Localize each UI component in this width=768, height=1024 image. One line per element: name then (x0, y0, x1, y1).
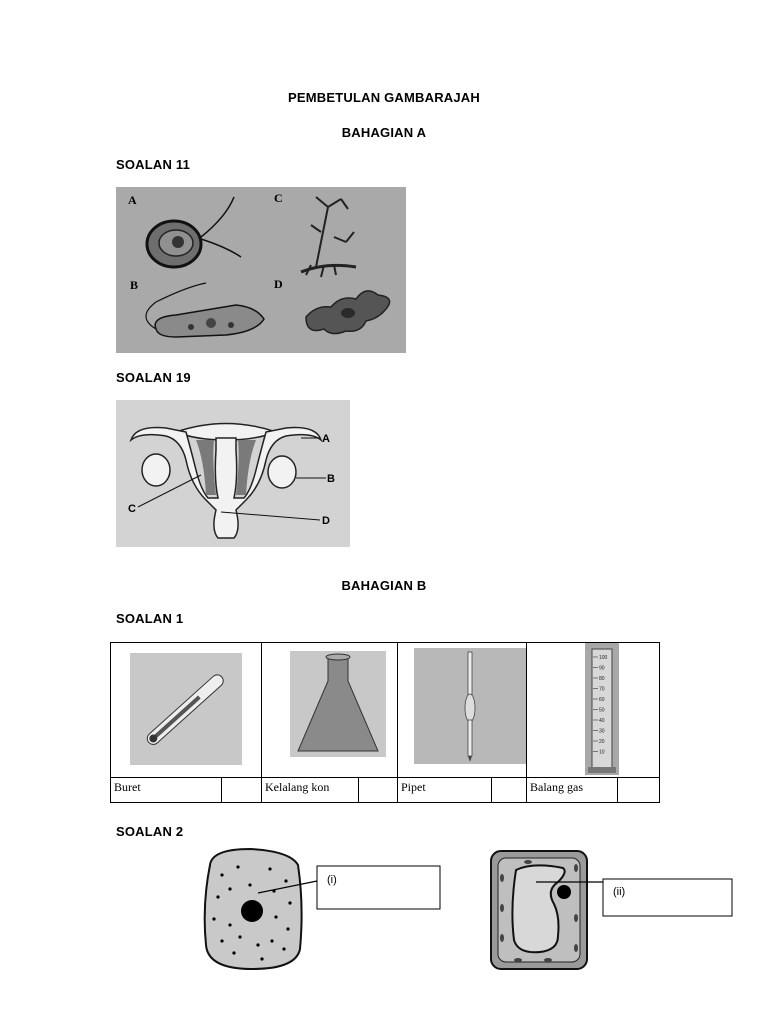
cylinder-tick-label: 40 (599, 718, 605, 724)
cylinder-tick-label: 20 (599, 739, 605, 745)
answer-box[interactable] (222, 778, 262, 803)
soalan-19-heading: SOALAN 19 (116, 370, 191, 385)
fig11-label-a: A (128, 193, 137, 207)
answer-box[interactable] (492, 778, 527, 803)
apparatus-name-buret: Buret (114, 780, 141, 794)
soalan-19-figure (116, 400, 350, 547)
apparatus-name-cell (527, 778, 618, 803)
fig11-label-c: C (274, 191, 283, 205)
soalan-11-figure (116, 187, 406, 353)
apparatus-table (110, 642, 660, 803)
answer-box[interactable] (618, 778, 660, 803)
fig19-label-d: D (322, 515, 330, 527)
apparatus-image-cell (398, 643, 527, 778)
cylinder-tick-label: 60 (599, 697, 605, 703)
section-a-heading: BAHAGIAN A (341, 125, 427, 140)
fig11-label-b: B (130, 278, 139, 292)
pipette-image (414, 648, 526, 764)
cylinder-tick-label: 90 (599, 665, 605, 672)
cylinder-tick-label: 30 (599, 728, 605, 735)
cylinder-tick-label: 70 (599, 686, 605, 693)
cylinder-tick-label: 50 (599, 707, 605, 714)
apparatus-name-kelalang-kon: Kelalang kon (265, 780, 330, 794)
conical-flask-image (290, 651, 386, 757)
apparatus-image-cell (111, 643, 262, 778)
apparatus-name-balang-gas: Balang gas (530, 780, 583, 794)
thermometer-image (130, 653, 242, 765)
section-b-heading: BAHAGIAN B (341, 578, 427, 593)
apparatus-name-cell (398, 778, 492, 803)
answer-box[interactable] (359, 778, 398, 803)
fig19-label-b: B (327, 473, 335, 485)
animal-cell-diagram (200, 845, 445, 973)
cylinder-tick-label: 80 (599, 676, 605, 682)
fig19-label-c: C (128, 503, 136, 515)
measuring-cylinder-image (585, 643, 619, 775)
plant-cell-diagram (488, 848, 736, 972)
fig11-label-d: D (274, 277, 283, 291)
label-i: (i) (327, 874, 337, 886)
cylinder-tick-label: 100 (599, 655, 608, 661)
apparatus-image-cell (262, 643, 398, 778)
page-title: PEMBETULAN GAMBARAJAH (288, 90, 480, 105)
apparatus-name-cell (262, 778, 359, 803)
apparatus-name-cell (111, 778, 222, 803)
label-ii: (ii) (613, 886, 626, 898)
fig19-label-a: A (322, 433, 330, 445)
apparatus-name-pipet: Pipet (401, 780, 426, 794)
apparatus-image-cell (527, 643, 660, 778)
soalan-2-heading: SOALAN 2 (116, 824, 184, 839)
soalan-11-heading: SOALAN 11 (116, 157, 191, 172)
cylinder-tick-label: 10 (599, 749, 605, 756)
soalan-1-heading: SOALAN 1 (116, 611, 184, 626)
